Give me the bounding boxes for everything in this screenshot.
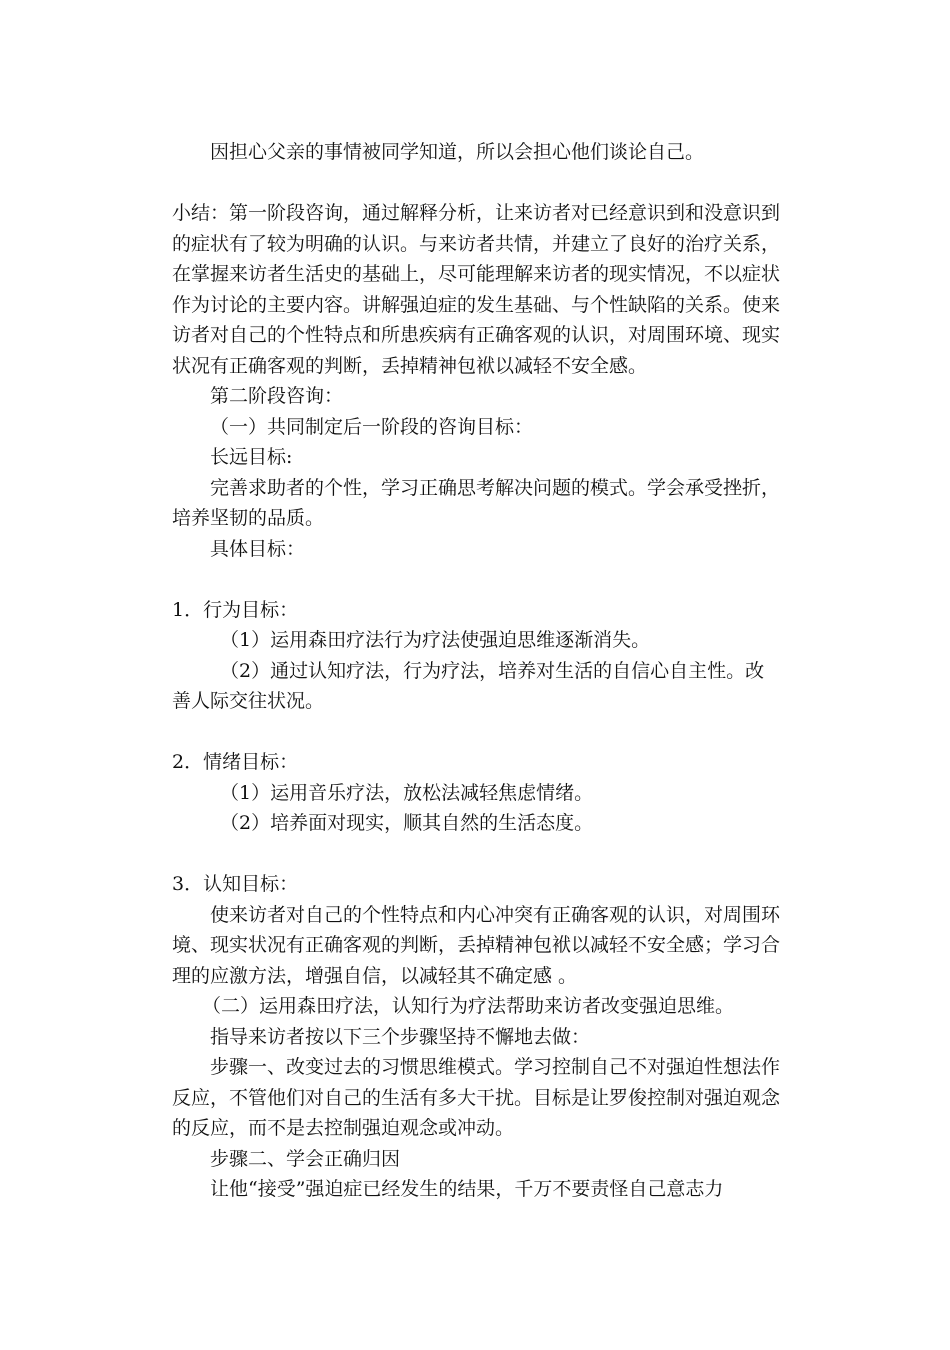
blank-line [172, 564, 780, 595]
list-item-behavior-1: （1）运用森田疗法行为疗法使强迫思维逐渐消失。 [220, 629, 651, 651]
paragraph-summary: 小结：第一阶段咨询，通过解释分析，让来访者对已经意识到和没意识到的症状有了较为明确的认识。与来访者共情，并建立了良好的治疗关系，在掌握来访者生活史的基础上，尽可能理解来访者的现实情况，不以症状作为讨论的主要内容。讲解强迫症的发生基础、与个性缺陷的关系。使来访者对自己的个性特点和所患疾病有正确客观的认识，对周围环境、现实状况有正确客观的判断，丢掉精神包袱以减轻不安全感。 [172, 202, 781, 377]
heading-specific-goals: 具体目标： [210, 537, 306, 560]
paragraph-cognitive-goal: 使来访者对自己的个性特点和内心冲突有正确客观的认识，对周围环境、现实状况有正确客观的判断，丢掉精神包袱以减轻不安全感；学习合理的应激方法，增强自信，以减轻其不确定感 。 [172, 903, 781, 987]
heading-stage-two: 第二阶段咨询： [210, 385, 344, 407]
list-item-emotion-2: （2）培养面对现实，顺其自然的生活态度。 [220, 812, 594, 834]
paragraph-three-steps: 指导来访者按以下三个步骤坚持不懈地去做： [210, 1025, 591, 1048]
heading-emotion-goal: 2．情绪目标： [172, 751, 299, 773]
list-item-emotion-1: （1）运用音乐疗法，放松法减轻焦虑情绪。 [220, 781, 594, 804]
blank-line [172, 168, 780, 199]
list-item-behavior-2: （2）通过认知疗法，行为疗法，培养对生活的自信心自主性。改善人际交往状况。 [172, 659, 765, 712]
blank-line [172, 839, 780, 870]
heading-step-two: 步骤二、学会正确归因 [210, 1147, 401, 1170]
heading-long-term-goal: 长远目标: [210, 446, 293, 468]
heading-joint-goals: （一）共同制定后一阶段的咨询目标： [210, 415, 534, 438]
paragraph-step-one: 步骤一、改变过去的习惯思维模式。学习控制自己不对强迫性想法作反应，不管他们对自己的生活有多大干扰。目标是让罗俊控制对强迫观念的反应，而不是去控制强迫观念或冲动。 [172, 1056, 781, 1139]
heading-cognitive-goal: 3．认知目标： [172, 873, 299, 895]
heading-behavior-goal: 1．行为目标： [172, 598, 299, 621]
paragraph-long-term-goal: 完善求助者的个性，学习正确思考解决问题的模式。学会承受挫折，培养坚韧的品质。 [172, 476, 781, 529]
document-page [172, 137, 780, 1205]
paragraph-step-two: 让他“接受”强迫症已经发生的结果，千万不要责怪自己意志力 [210, 1178, 724, 1200]
heading-morita-therapy: （二）运用森田疗法，认知行为疗法帮助来访者改变强迫思维。 [202, 995, 735, 1017]
paragraph-worry: 因担心父亲的事情被同学知道，所以会担心他们谈论自己。 [210, 141, 705, 163]
blank-line [172, 717, 780, 748]
